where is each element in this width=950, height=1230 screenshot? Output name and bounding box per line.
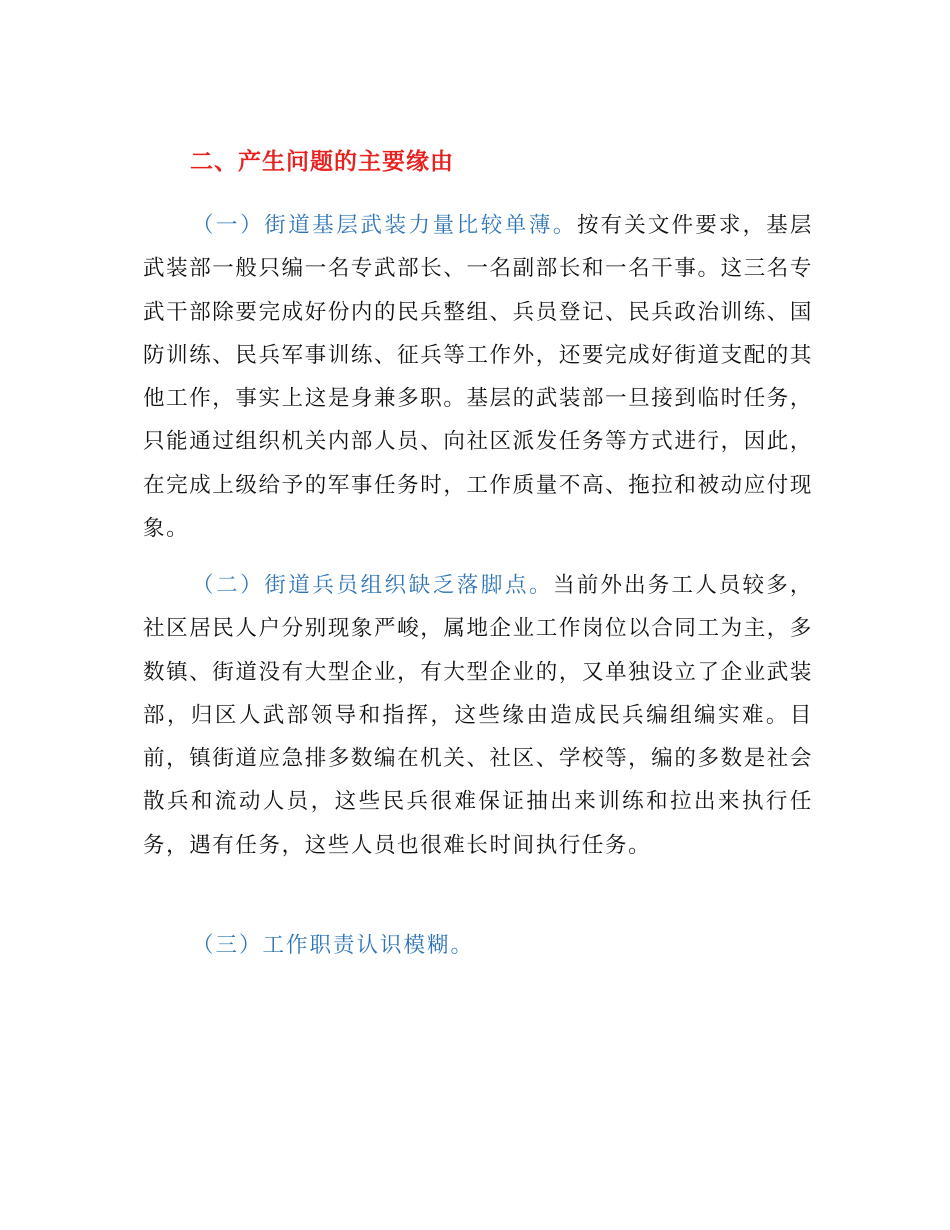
paragraph-3 (143, 924, 813, 967)
section-heading: 二、产生问题的主要缘由 (190, 149, 454, 175)
paragraph-3-lead: （三）工作职责认识模糊。 (192, 933, 475, 958)
paragraph-2 (143, 564, 813, 867)
paragraph-2-body: 当前外出务工人员较多，社区居民人户分别现象严峻，属地企业工作岗位以合同工为主，多数镇、街道没有大型企业，有大型企业的，又单独设立了企业武装部，归区人武部领导和指挥，这些缘由造成民兵编组编实难。目前，镇街道应急排多数编在机关、社区、学校等，编的多数是社会散兵和流动人员，这些民兵很难保证抽出来训练和拉出来执行任务，遇有任务，这些人员也很难长时间执行任务。 (143, 573, 813, 858)
paragraph-1 (143, 204, 813, 550)
paragraph-1-body: 按有关文件要求，基层武装部一般只编一名专武部长、一名副部长和一名干事。这三名专武干部除要完成好份内的民兵整组、兵员登记、民兵政治训练、国防训练、民兵军事训练、征兵等工作外，还要完成好街道支配的其他工作，事实上这是身兼多职。基层的武装部一旦接到临时任务，只能通过组织机关内部人员、向社区派发任务等方式进行，因此，在完成上级给予的军事任务时，工作质量不高、拖拉和被动应付现象。 (143, 213, 813, 542)
paragraph-1-lead: （一）街道基层武装力量比较单薄。 (192, 213, 577, 238)
paragraph-2-lead: （二）街道兵员组织缺乏落脚点。 (192, 573, 554, 598)
